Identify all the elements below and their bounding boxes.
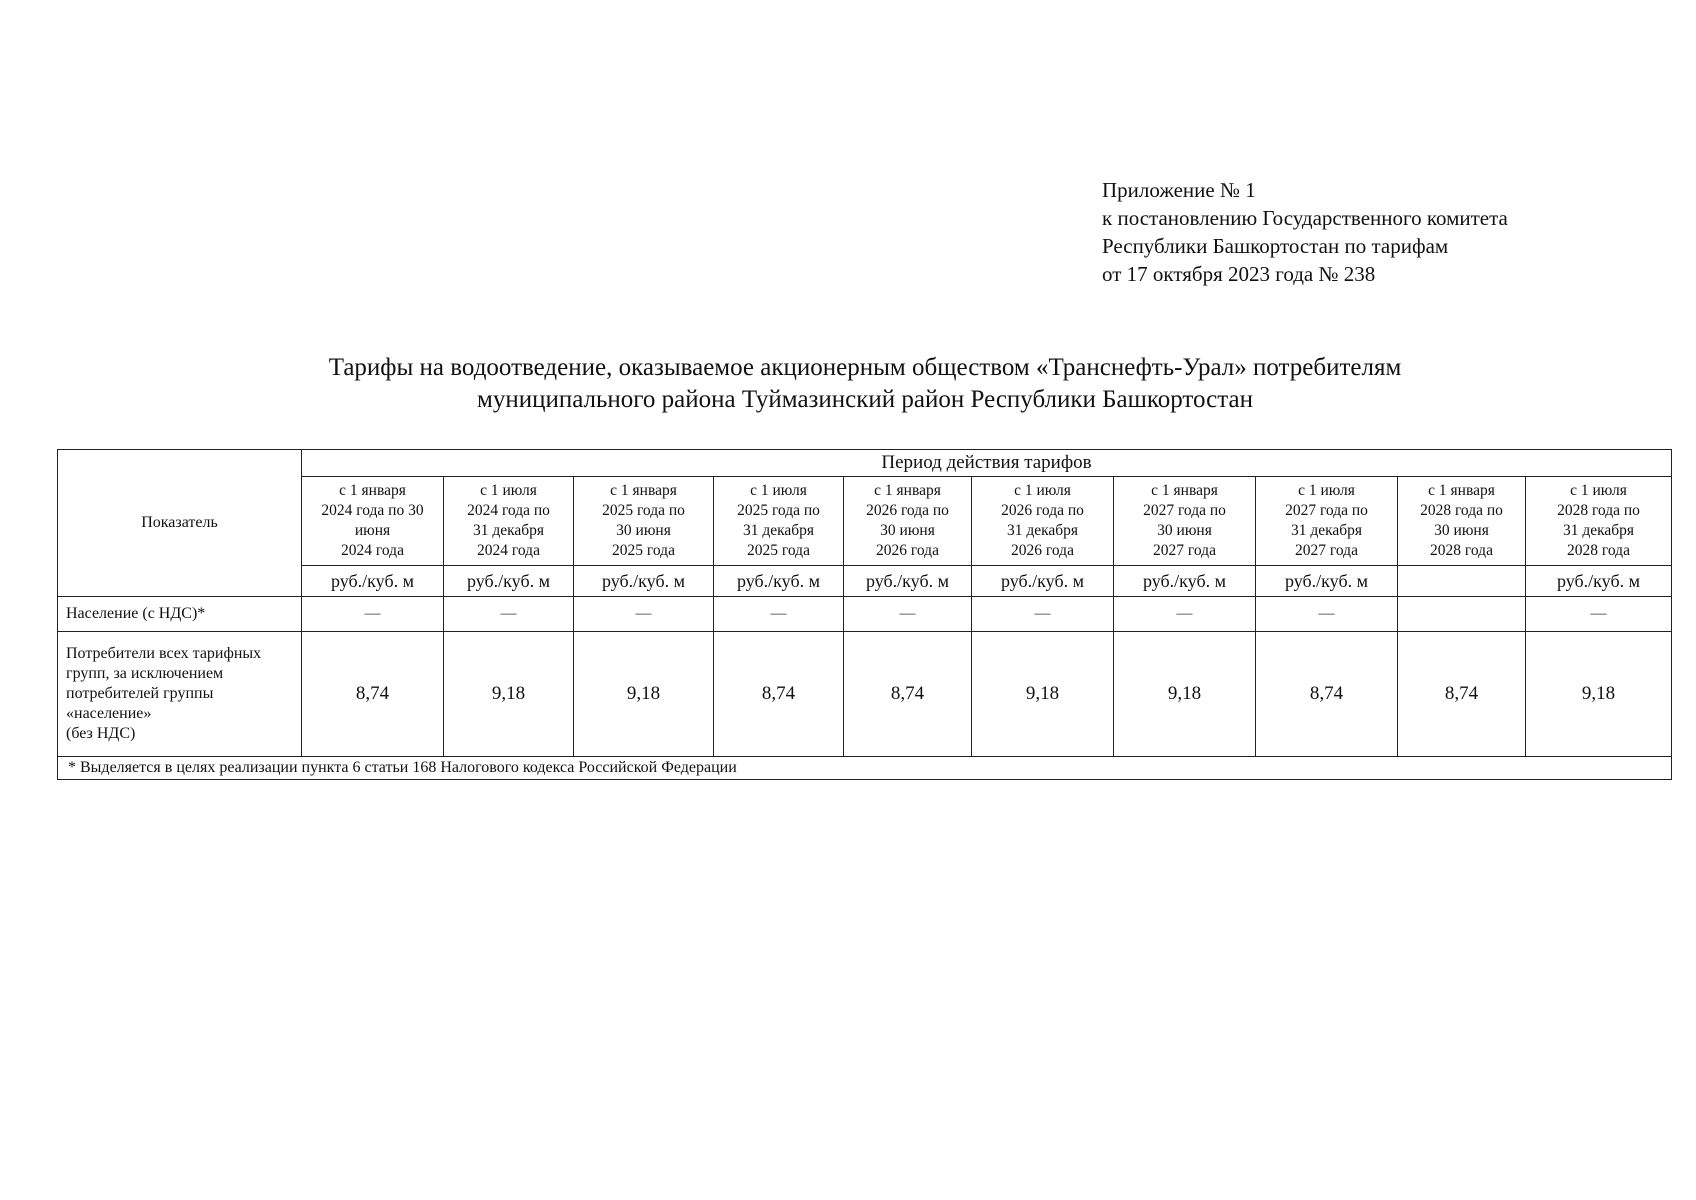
period-header-line: 2027 года по	[1285, 502, 1368, 519]
period-header-line: 30 июня	[880, 522, 935, 539]
period-header-line: 2026 года по	[866, 502, 949, 519]
row-label-line: (без НДС)	[66, 725, 136, 742]
period-header-line: 30 июня	[616, 522, 671, 539]
period-header-line: 2027 года	[1295, 542, 1358, 559]
indicator-header: Показатель	[58, 450, 302, 597]
tariff-value: 8,74	[1398, 632, 1526, 757]
period-header-line: июня	[354, 522, 391, 539]
period-header-cell	[844, 477, 972, 566]
period-header-line: 2026 года	[1011, 542, 1074, 559]
period-header-line: 31 декабря	[742, 522, 815, 539]
period-header: Период действия тарифов	[302, 450, 1672, 477]
period-header-line: 2025 года по	[737, 502, 820, 519]
tariff-value: 9,18	[1526, 632, 1672, 757]
tariff-value: 9,18	[444, 632, 574, 757]
tariff-value: —	[1526, 597, 1672, 632]
period-header-line: 31 декабря	[472, 522, 545, 539]
tariff-value: —	[574, 597, 714, 632]
period-header-cell	[302, 477, 444, 566]
period-header-line: с 1 июля	[1298, 482, 1355, 499]
unit-cell: руб./куб. м	[1114, 566, 1256, 597]
row-label-line: Потребители всех тарифных	[66, 645, 262, 662]
period-header-cell	[1526, 477, 1672, 566]
period-header-line: с 1 января	[1151, 482, 1218, 499]
period-header-line: 2028 года по	[1557, 502, 1640, 519]
period-header-line: с 1 июля	[750, 482, 807, 499]
row-label-line: групп, за исключением	[66, 665, 224, 682]
period-header-line: 30 июня	[1157, 522, 1212, 539]
row-label-line: «население»	[66, 705, 152, 722]
period-header-line: 30 июня	[1434, 522, 1489, 539]
period-header-line: 2025 года	[612, 542, 675, 559]
period-header-line: 2028 года	[1430, 542, 1493, 559]
unit-cell: руб./куб. м	[1526, 566, 1672, 597]
title-line: Тарифы на водоотведение, оказываемое акционерным обществом «Транснефть-Урал» потребителям	[328, 354, 1402, 381]
tariff-value: 8,74	[1256, 632, 1398, 757]
row-label	[58, 632, 302, 757]
period-header-line: с 1 июля	[1014, 482, 1071, 499]
period-header-line: 31 декабря	[1562, 522, 1635, 539]
period-header-line: 2024 года	[341, 542, 404, 559]
period-header-line: с 1 января	[339, 482, 406, 499]
period-header-line: 2027 года по	[1143, 502, 1226, 519]
footnote: * Выделяется в целях реализации пункта 6 статьи 168 Налогового кодекса Российской Федерации	[58, 757, 1672, 780]
period-header-line: 2026 года по	[1001, 502, 1084, 519]
period-header-line: 31 декабря	[1290, 522, 1363, 539]
period-header-cell	[972, 477, 1114, 566]
period-header-line: 2025 года	[747, 542, 810, 559]
period-header-cell	[714, 477, 844, 566]
row-label-line: Население (с НДС)*	[66, 605, 206, 622]
period-header-line: 2028 года по	[1420, 502, 1503, 519]
tariff-value: 9,18	[972, 632, 1114, 757]
unit-cell: руб./куб. м	[1256, 566, 1398, 597]
row-label	[58, 597, 302, 632]
tariff-value: 9,18	[574, 632, 714, 757]
period-header-line: с 1 июля	[1570, 482, 1627, 499]
unit-cell	[1398, 566, 1526, 597]
period-header-line: с 1 июля	[480, 482, 537, 499]
appendix-line: Приложение № 1	[1102, 178, 1256, 202]
tariff-value: —	[302, 597, 444, 632]
period-header-line: 2026 года	[876, 542, 939, 559]
period-header-line: 2025 года по	[602, 502, 685, 519]
period-header-line: 2024 года по 30	[321, 502, 424, 519]
unit-cell: руб./куб. м	[444, 566, 574, 597]
table-row	[58, 632, 1672, 757]
period-header-line: с 1 января	[610, 482, 677, 499]
unit-cell: руб./куб. м	[714, 566, 844, 597]
tariff-value: —	[1256, 597, 1398, 632]
appendix-block	[1102, 176, 1508, 288]
period-header-line: 2024 года по	[467, 502, 550, 519]
tariff-value: 9,18	[1114, 632, 1256, 757]
tariff-value: —	[444, 597, 574, 632]
period-header-line: 2027 года	[1153, 542, 1216, 559]
tariff-value: 8,74	[714, 632, 844, 757]
period-header-cell	[1398, 477, 1526, 566]
tariff-value: 8,74	[302, 632, 444, 757]
tariff-value: 8,74	[844, 632, 972, 757]
unit-cell: руб./куб. м	[302, 566, 444, 597]
document-title	[60, 352, 1670, 416]
tariff-value: —	[844, 597, 972, 632]
tariff-value: —	[972, 597, 1114, 632]
period-header-line: 2028 года	[1567, 542, 1630, 559]
appendix-line: от 17 октября 2023 года № 238	[1102, 262, 1376, 286]
period-header-cell	[444, 477, 574, 566]
period-header-cell	[1114, 477, 1256, 566]
period-header-line: 2024 года	[477, 542, 540, 559]
period-header-cell	[1256, 477, 1398, 566]
unit-cell: руб./куб. м	[844, 566, 972, 597]
period-header-cell	[574, 477, 714, 566]
unit-cell: руб./куб. м	[574, 566, 714, 597]
title-line: муниципального района Туймазинский район Республики Башкортостан	[477, 386, 1253, 413]
tariff-value: —	[1114, 597, 1256, 632]
period-header-line: с 1 января	[1428, 482, 1495, 499]
tariffs-table	[57, 449, 1672, 780]
tariff-value: —	[714, 597, 844, 632]
row-label-line: потребителей группы	[66, 685, 214, 702]
unit-cell: руб./куб. м	[972, 566, 1114, 597]
tariff-value	[1398, 597, 1526, 632]
period-header-line: 31 декабря	[1006, 522, 1079, 539]
period-header-line: с 1 января	[874, 482, 941, 499]
appendix-line: Республики Башкортостан по тарифам	[1102, 234, 1449, 258]
appendix-line: к постановлению Государственного комитета	[1102, 206, 1508, 230]
table-row	[58, 597, 1672, 632]
